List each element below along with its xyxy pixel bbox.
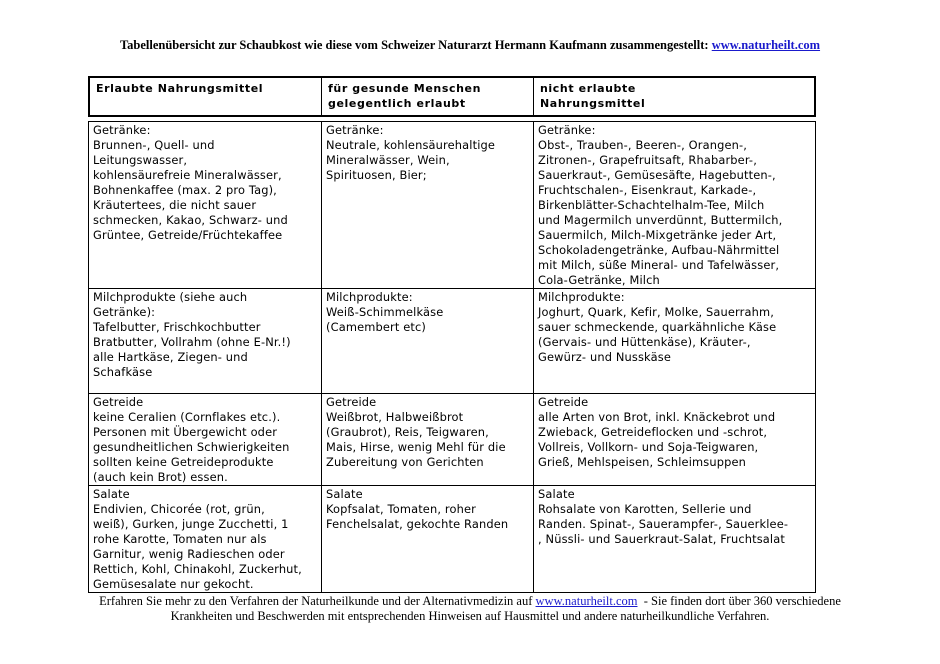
footer-link[interactable]: www.naturheilt.com <box>535 594 638 608</box>
title-text: Tabellenübersicht zur Schaubkost wie diese vom Schweizer Naturarzt Hermann Kaufmann zusammengestellt: <box>119 38 712 52</box>
header-allowed-label: Erlaubte Nahrungsmittel <box>96 82 264 95</box>
table-cell: Milchprodukte: Weiß-Schimmelkäse (Camembert etc) <box>321 288 533 393</box>
diet-table <box>88 76 816 593</box>
header-occasional <box>321 76 533 117</box>
table-cell: Salate Endivien, Chicorée (rot, grün, weiß), Gurken, junge Zucchetti, 1 rohe Karotte, Tomaten nur als Garnitur, wenig Radieschen oder Rettich, Kohl, Chinakohl, Zuckerhut, Gemüsesalate nur gekocht. <box>88 485 321 593</box>
table-cell: Getränke: Obst-, Trauben-, Beeren-, Orangen-, Zitronen-, Grapefruitsaft, Rhabarber-, Sauerkraut-, Gemüsesäfte, Hagebutten-, Fruchtschalen-, Eisenkraut, Karkade-, Birkenblätter-Schachtelhalm-Tee, Milch und Magermilch unverdünnt, Buttermilch, Sauermilch, Milch-Mixgetränke jeder Art, Schokoladengetränke, Aufbau-Nährmittel mit Milch, süße Mineral- und Tafelwässer, Cola-Getränke, Milch <box>533 121 816 288</box>
table-cell: Getreide alle Arten von Brot, inkl. Knäckebrot und Zwieback, Getreideflocken und -schrot, Vollreis, Vollkorn- und Soja-Teigwaren, Grieß, Mehlspeisen, Schleimsuppen <box>533 393 816 485</box>
title-link[interactable]: www.naturheilt.com <box>711 38 821 52</box>
footer-line-1 <box>0 594 940 609</box>
table-row-beverages <box>88 121 816 288</box>
page-footer <box>0 594 940 624</box>
table-cell: Getreide Weißbrot, Halbweißbrot (Graubrot), Reis, Teigwaren, Mais, Hirse, wenig Mehl für die Zubereitung von Gerichten <box>321 393 533 485</box>
header-not-allowed-label: nicht erlaubte Nahrungsmittel <box>540 82 646 110</box>
header-not-allowed <box>533 76 816 117</box>
footer-line-2: Krankheiten und Beschwerden mit entsprechenden Hinweisen auf Hausmittel und andere naturheilkundliche Verfahren. <box>170 609 770 623</box>
table-row-salads <box>88 485 816 593</box>
footer-text-after: - Sie finden dort über 360 verschiedene <box>637 594 841 608</box>
table-header-row <box>88 76 816 117</box>
table-cell: Getreide keine Ceralien (Cornflakes etc.). Personen mit Übergewicht oder gesundheitlichen Schwierigkeiten sollten keine Getreideprodukte (auch kein Brot) essen. <box>88 393 321 485</box>
table-cell: Milchprodukte: Joghurt, Quark, Kefir, Molke, Sauerrahm, sauer schmeckende, quarkähnliche Käse (Gervais- und Hüttenkäse), Kräuter-, Gewürz- und Nusskäse <box>533 288 816 393</box>
footer-text-before: Erfahren Sie mehr zu den Verfahren der Naturheilkunde und der Alternativmedizin auf <box>99 594 536 608</box>
table-cell: Salate Kopfsalat, Tomaten, roher Fenchelsalat, gekochte Randen <box>321 485 533 593</box>
header-allowed <box>88 76 321 117</box>
table-cell: Getränke: Neutrale, kohlensäurehaltige Mineralwässer, Wein, Spirituosen, Bier; <box>321 121 533 288</box>
table-row-dairy <box>88 288 816 393</box>
table-cell: Getränke: Brunnen-, Quell- und Leitungswasser, kohlensäurefreie Mineralwässer, Bohnenkaffee (max. 2 pro Tag), Kräutertees, die nicht sauer schmecken, Kakao, Schwarz- und Grüntee, Getreide/Früchtekaffee <box>88 121 321 288</box>
page-title <box>0 38 940 53</box>
table-cell: Milchprodukte (siehe auch Getränke): Tafelbutter, Frischkochbutter Bratbutter, Vollrahm (ohne E-Nr.!) alle Hartkäse, Ziegen- und Schafkäse <box>88 288 321 393</box>
table-cell: Salate Rohsalate von Karotten, Sellerie und Randen. Spinat-, Sauerampfer-, Sauerklee- , Nüssli- und Sauerkraut-Salat, Fruchtsalat <box>533 485 816 593</box>
table-row-grain <box>88 393 816 485</box>
header-occasional-label: für gesunde Menschen gelegentlich erlaubt <box>328 82 482 110</box>
